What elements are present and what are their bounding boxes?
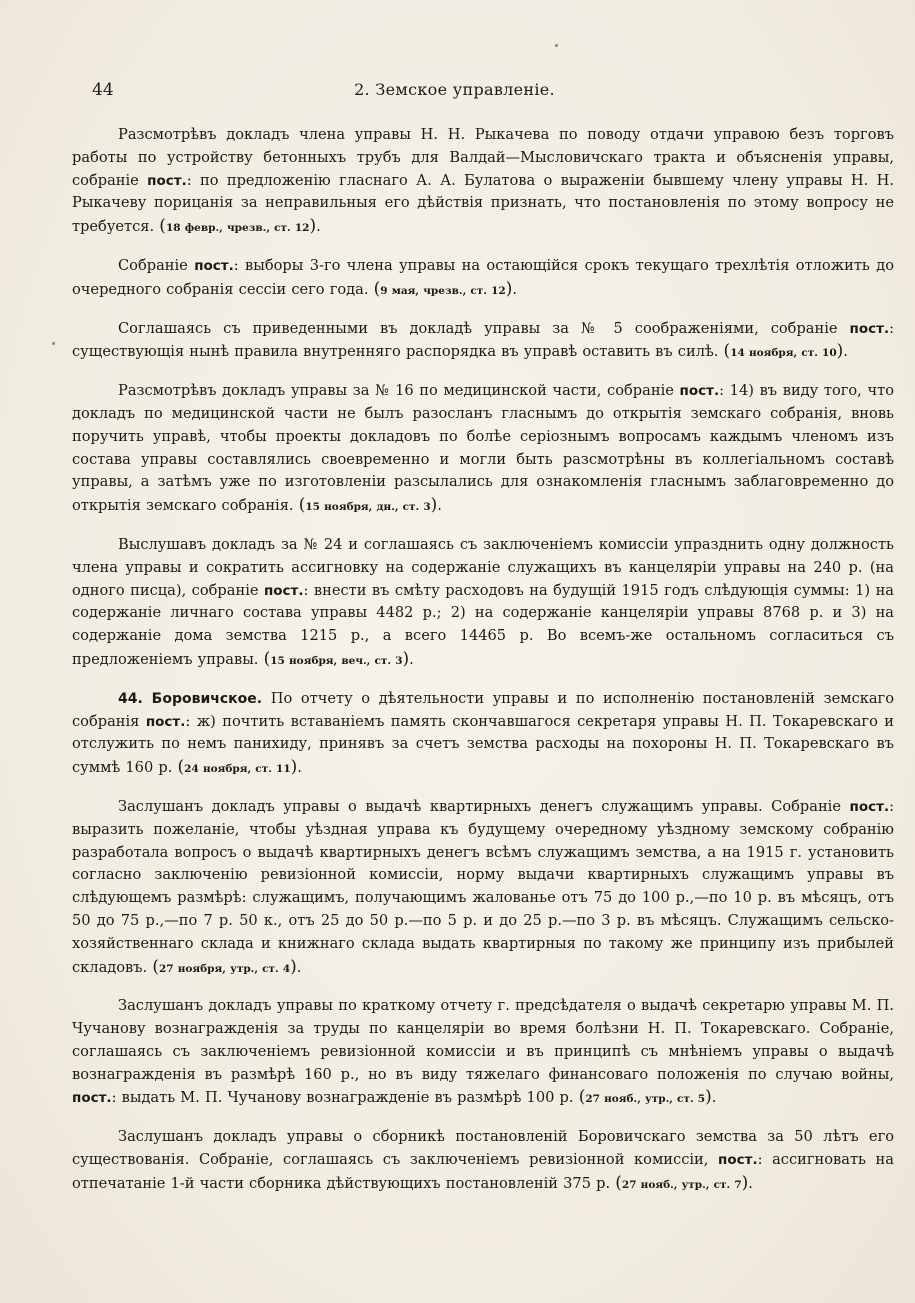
session-reference: 14 ноября, ст. 10	[730, 347, 837, 360]
session-reference: 27 нояб., утр., ст. 7	[621, 1178, 742, 1191]
resolution-keyword: пост.	[72, 1090, 112, 1107]
paragraph: Собраніе пост.: выборы 3-го члена управы на остающійся срокъ текущаго трехлѣтія отложить до очередного собранія сессіи сего года. (9 мая, чрезв., ст. 12).	[72, 256, 895, 299]
resolution-keyword: пост.	[194, 257, 234, 274]
page-number: 44	[92, 80, 114, 100]
page-body	[72, 124, 894, 1212]
page-header	[92, 80, 817, 110]
session-reference: 24 ноября, ст. 11	[184, 763, 291, 776]
paragraph: Заслушанъ докладъ управы о выдачѣ квартирныхъ денегъ служащимъ управы. Собраніе пост.: выразить пожеланіе, чтобы уѣздная управа къ будущему очередному уѣздному земскому собранію разработала вопросъ о выдачѣ квартирныхъ денегъ всѣмъ служащимъ земства, а на 1915 г. установить согласно заключенію ревизіонной комиссіи, норму выдачи квартирныхъ служащимъ управы въ слѣдующемъ размѣрѣ: служащимъ, получающимъ жалованье отъ 75 до 100 р.,—по 10 р. въ мѣсяцъ, отъ 50 до 75 р.,—по 7 р. 50 к., отъ 25 до 50 р.—по 5 р. и до 25 р.—по 3 р. въ мѣсяцъ. Служащимъ сельско-хозяйственнаго склада и книжнаго склада выдать квартирныя по такому же принципу изъ прибылей складовъ. (27 ноября, утр., ст. 4).	[72, 797, 894, 977]
district-heading: 44. Боровичское.	[118, 690, 263, 707]
resolution-keyword: пост.	[147, 172, 187, 189]
session-reference: 18 февр., чрезв., ст. 12	[165, 222, 310, 235]
session-reference: 27 нояб., утр., ст. 5	[585, 1093, 706, 1106]
paragraph: Выслушавъ докладъ за № 24 и соглашаясь съ заключеніемъ комиссіи упразднить одну должность члена управы и сократить ассигновку на содержаніе служащихъ въ канцеляріи управы на 240 р. (на одного писца), собраніе пост.: внести въ смѣту расходовъ на будущій 1915 годъ слѣдующія суммы: 1) на содержаніе личнаго состава управы 4482 р.; 2) на содержаніе канцеляріи управы 8768 р. и 3) на содержаніе дома земства 1215 р., а всего 14465 р. Во всемъ-же остальномъ согласиться съ предложеніемъ управы. (15 ноября, веч., ст. 3).	[72, 535, 894, 669]
resolution-keyword: пост.	[849, 320, 890, 337]
resolution-keyword: пост.	[679, 383, 720, 400]
scan-speck	[52, 342, 55, 345]
paragraph: Разсмотрѣвъ докладъ управы за № 16 по медицинской части, собраніе пост.: 14) въ виду того, что докладъ по медицинской части не былъ разосланъ гласнымъ до открытія земскаго собранія, вновь поручить управѣ, чтобы проекты докладовъ по болѣе серіознымъ вопросамъ каждымъ членомъ изъ состава управы составлялись своевременно и могли быть разсмотрѣны въ коллегіальномъ составѣ управы, а затѣмъ уже по изготовленіи разсылались для ознакомленія гласнымъ заблаговременно до открытія земскаго собранія. (15 ноября, дн., ст. 3).	[72, 382, 894, 516]
paragraph: Заслушанъ докладъ управы по краткому отчету г. предсѣдателя о выдачѣ секретарю управы М. П. Чучанову вознагражденія за труды по канцеляріи во время болѣзни Н. П. Токаревскаго. Собраніе, соглашаясь съ заключеніемъ ревизіонной комиссіи и въ принципѣ съ мнѣніемъ управы о выдачѣ вознагражденія въ размѣрѣ 160 р., но въ виду тяжелаго финансоваго положенія по случаю войны, пост.: выдать М. П. Чучанову вознагражденіе въ размѣрѣ 100 р. (27 нояб., утр., ст. 5).	[72, 997, 894, 1108]
running-head: 2. Земское управленіе.	[354, 80, 555, 99]
session-reference: 15 ноября, дн., ст. 3	[305, 501, 431, 514]
resolution-keyword: пост.	[718, 1152, 758, 1169]
paragraph: Заслушанъ докладъ управы о сборникѣ постановленій Боровичскаго земства за 50 лѣтъ его существованія. Собраніе, соглашаясь съ заключеніемъ ревизіонной комиссіи, пост.: ассигновать на отпечатаніе 1-й части сборника дѣйствующихъ постановленій 375 р. (27 нояб., утр., ст. 7).	[72, 1128, 894, 1193]
session-reference: 15 ноября, веч., ст. 3	[270, 654, 403, 667]
resolution-keyword: пост.	[145, 713, 186, 730]
paragraph-district-section: 44. Боровичское. По отчету о дѣятельности управы и по исполненію постановленій земскаго собранія пост.: ж) почтить вставаніемъ память скончавшагося секретаря управы Н. П. Токаревскаго и отслужить по немъ панихиду, принявъ за счетъ земства расходы на похороны Н. П. Токаревскаго въ суммѣ 160 р. (24 ноября, ст. 11).	[72, 689, 895, 778]
paragraph: Соглашаясь съ приведенными въ докладѣ управы за № 5 соображеніями, собраніе пост.: существующія нынѣ правила внутренняго распорядка въ управѣ оставить въ силѣ. (14 ноября, ст. 10).	[72, 319, 894, 362]
scan-speck	[555, 44, 558, 47]
session-reference: 27 ноября, утр., ст. 4	[158, 962, 291, 975]
session-reference: 9 мая, чрезв., ст. 12	[380, 284, 506, 297]
resolution-keyword: пост.	[263, 582, 304, 599]
resolution-keyword: пост.	[849, 798, 890, 815]
paragraph: Разсмотрѣвъ докладъ члена управы Н. Н. Рыкачева по поводу отдачи управою безъ торговъ работы по устройству бетонныхъ трубъ для Валдай—Мысловичскаго тракта и объясненія управы, собраніе пост.: по предложенію гласнаго А. А. Булатова о выраженіи бывшему члену управы Н. Н. Рыкачеву порицанія за неправильныя его дѣйствія признать, что постановленія по этому вопросу не требуется. (18 февр., чрезв., ст. 12).	[72, 126, 894, 237]
